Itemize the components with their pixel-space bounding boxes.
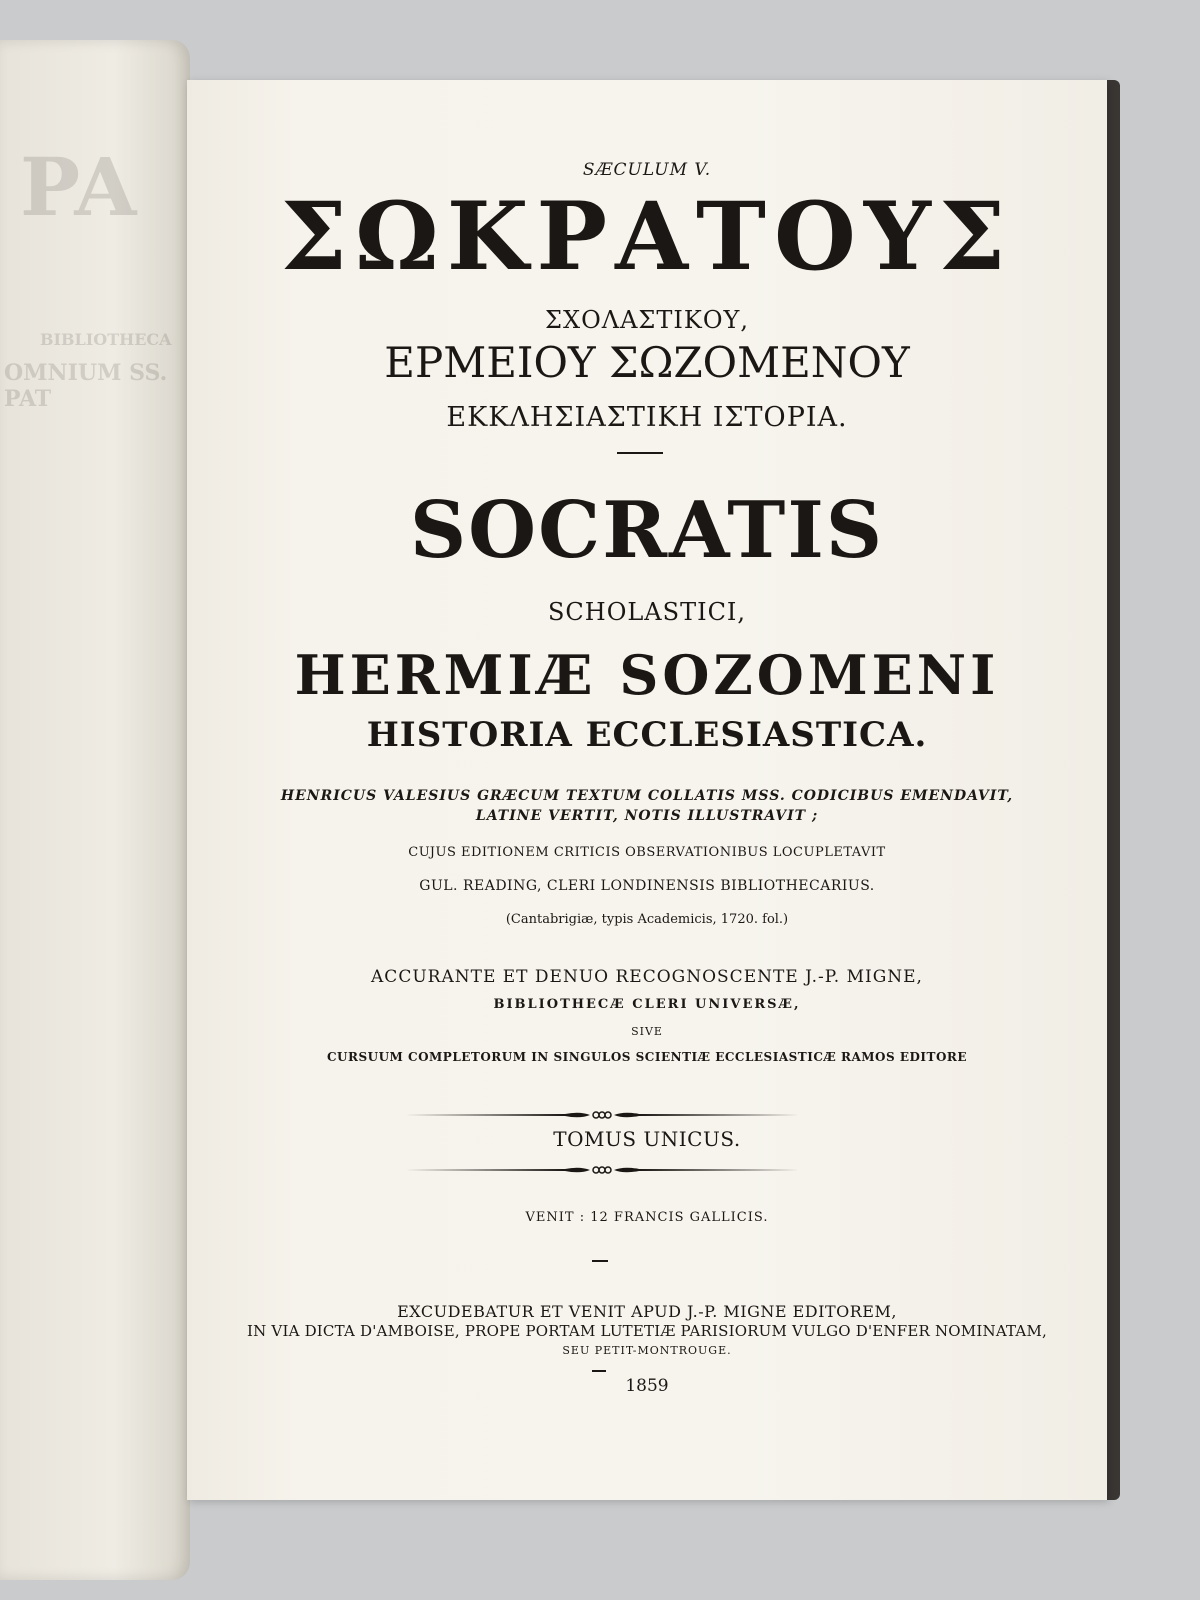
- valesius-line-2: LATINE VERTIT, NOTIS ILLUSTRAVIT ;: [475, 808, 819, 824]
- title-page: [187, 80, 1107, 1500]
- publication-year: 1859: [625, 1376, 669, 1396]
- saeculum-heading: SÆCULUM V.: [582, 160, 712, 180]
- price-line: VENIT : 12 FRANCIS GALLICIS.: [525, 1210, 769, 1225]
- greek-author-title: ΣΩΚΡΑΤΟΥΣ: [280, 182, 1014, 292]
- imprint-dash: [592, 1260, 608, 1262]
- greek-ekklesiastike-historia: ΕΚΚΛΗΣΙΑΣΤΙΚΗ ΙΣΤΟΡΙΑ.: [446, 402, 848, 433]
- greek-sozomenou: ΕΡΜΕΙΟΥ ΣΩΖΟΜΕΝΟΥ: [384, 338, 910, 387]
- latin-author-title: SOCRATIS: [409, 485, 885, 576]
- accurante-line: ACCURANTE ET DENUO RECOGNOSCENTE J.-P. MIGNE,: [371, 967, 923, 987]
- sive-line: SIVE: [631, 1025, 663, 1038]
- section-dash: [617, 452, 663, 454]
- imprint-line-2: IN VIA DICTA D'AMBOISE, PROPE PORTAM LUTETIÆ PARISIORUM VULGO D'ENFER NOMINATAM,: [247, 1322, 1047, 1340]
- latin-scholastici: SCHOLASTICI,: [547, 598, 747, 626]
- latin-historia-ecclesiastica: HISTORIA ECCLESIASTICA.: [366, 715, 928, 755]
- year-dash: [592, 1370, 606, 1372]
- left-page: [0, 40, 190, 1580]
- ornamental-rule-top: [405, 1107, 799, 1123]
- left-page-ghost-line2: OMNIUM SS. PAT: [4, 360, 168, 412]
- cursuum-line: CURSUUM COMPLETORUM IN SINGULOS SCIENTIÆ ECCLESIASTICÆ RAMOS EDITORE: [326, 1050, 968, 1064]
- valesius-line-1: HENRICUS VALESIUS GRÆCUM TEXTUM COLLATIS MSS. CODICIBUS EMENDAVIT,: [280, 788, 1014, 804]
- gul-reading-line: GUL. READING, CLERI LONDINENSIS BIBLIOTHECARIUS.: [419, 878, 875, 894]
- left-page-ghost-title: PA: [20, 140, 137, 234]
- cujus-line: CUJUS EDITIONEM CRITICIS OBSERVATIONIBUS LOCUPLETAVIT: [408, 845, 886, 860]
- bibliothecae-line: BIBLIOTHECÆ CLERI UNIVERSÆ,: [493, 997, 801, 1012]
- greek-scholastikou: ΣΧΟΛΑΣΤΙΚΟΥ,: [545, 306, 749, 334]
- left-page-ghost-line1: BIBLIOTHECA: [40, 330, 172, 349]
- imprint-line-3: SEU PETIT-MONTROUGE.: [562, 1344, 732, 1357]
- cantabrigiae-line: (Cantabrigiæ, typis Academicis, 1720. fol.): [505, 912, 789, 927]
- tomus-unicus: TOMUS UNICUS.: [553, 1127, 741, 1151]
- imprint-line-1: EXCUDEBATUR ET VENIT APUD J.-P. MIGNE EDITOREM,: [397, 1302, 897, 1321]
- latin-hermiae-sozomeni: HERMIÆ SOZOMENI: [294, 643, 1000, 707]
- ornamental-rule-bottom: [405, 1162, 799, 1178]
